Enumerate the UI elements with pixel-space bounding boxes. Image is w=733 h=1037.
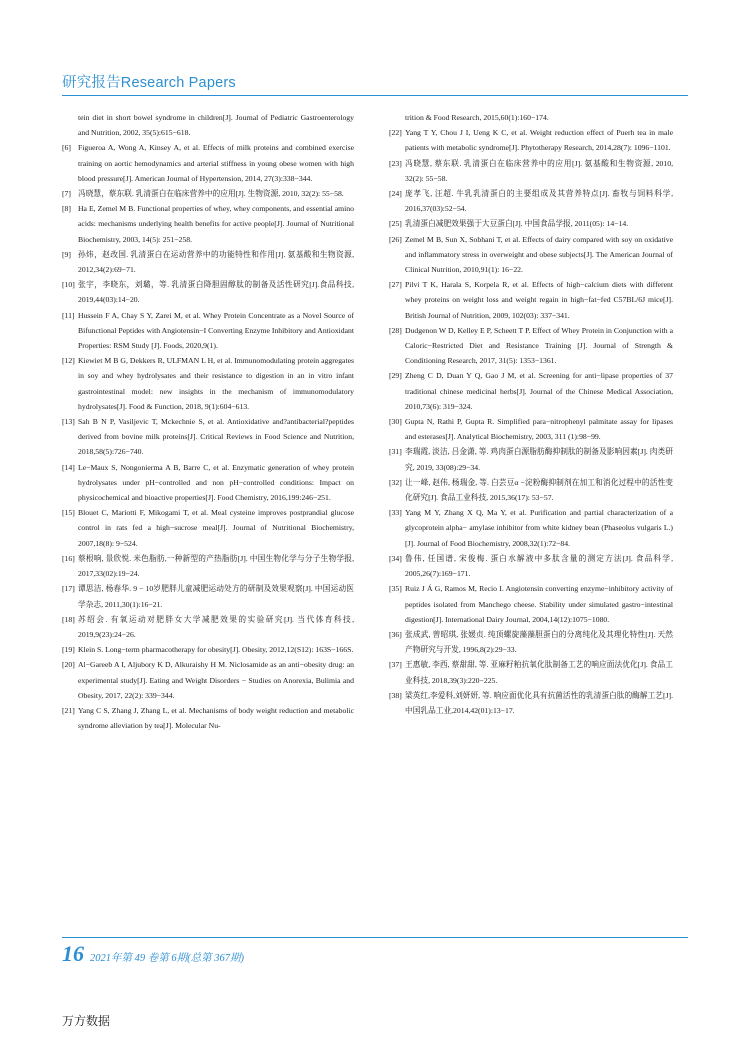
reference-number: [9] xyxy=(62,249,71,259)
header-rule xyxy=(62,95,688,96)
footer-rule xyxy=(62,937,688,938)
reference-number: [38] xyxy=(389,690,402,700)
reference-entry xyxy=(62,247,354,277)
reference-entry xyxy=(62,186,354,201)
reference-number: [22] xyxy=(389,128,402,138)
reference-number: [18] xyxy=(62,614,75,624)
reference-entry xyxy=(62,308,354,354)
reference-number: [30] xyxy=(389,417,402,427)
reference-number: [7] xyxy=(62,189,71,199)
reference-number: [16] xyxy=(62,553,75,563)
reference-text: 苏绍会. 有氧运动对肥胖女大学减肥效果的实验研究[J]. 当代体育科技, 2019,9(23):24−26. xyxy=(78,614,354,639)
reference-entry xyxy=(62,703,354,733)
journal-section-header: 研究报告Research Papers xyxy=(62,75,236,91)
reference-entry xyxy=(62,414,354,460)
reference-text: 让一峰, 赵伟, 杨瑞金, 等. 白芸豆α −淀粉酶抑制剂在加工和消化过程中的活性变化研究[J]. 食品工业科技, 2015,36(17): 53−57. xyxy=(405,477,673,503)
reference-entry xyxy=(62,110,354,140)
reference-text: Pilvi T K, Harala S, Korpela R, et al. Effects of high−calcium diets with different whey proteins on weight loss and weight regain in high−fat−fed C57BL/6J mice[J]. British Journal of Nutrition, 2009, 102(03): 337−341. xyxy=(405,280,673,320)
reference-number: [8] xyxy=(62,204,71,214)
reference-text: 庞孝飞, 汪超. 牛乳乳清蛋白的主要组成及其营养特点[J]. 畜牧与饲料科学, 2016,37(03):52−54. xyxy=(405,189,673,214)
reference-text: 张宇，李晓东，刘璐，等. 乳清蛋白降胆固醇肽的制备及活性研究[J].食品科技, 2019,44(03):14−20. xyxy=(78,280,354,305)
reference-number: [24] xyxy=(389,189,402,199)
reference-text: Yang M Y, Zhang X Q, Ma Y, et al. Purification and partial characterization of a glycoprotein alpha− amylase inhibitor from white kidney bean (Phaseolus vulgaris L.) [J]. Journal of Food Biochemistry, 2008,32(1):72−84. xyxy=(405,508,673,548)
reference-entry xyxy=(389,505,673,551)
reference-text: Kiewiet M B G, Dekkers R, ULFMAN L H, et al. Immunomodulating protein aggregates in soy and whey hydrolysates and their resistance to digestion in an in vitro infant gastrointestinal model: new insights in the mechanism of immunomodulatory hydrolysates[J]. Food & Function, 2018, 9(1):604−613. xyxy=(78,356,354,411)
reference-number: [21] xyxy=(62,705,75,715)
reference-text: Klein S. Long−term pharmacotherapy for obesity[J]. Obesity, 2012,12(S12): 163S−166S. xyxy=(78,645,354,655)
reference-entry xyxy=(389,156,673,186)
reference-entry xyxy=(389,232,673,278)
reference-entry xyxy=(62,551,354,581)
reference-number: [31] xyxy=(389,447,402,457)
reference-entry xyxy=(62,612,354,642)
reference-number: [33] xyxy=(389,508,402,518)
reference-text: Dudgenon W D, Kelley E P, Scheett T P. Effect of Whey Protein in Conjunction with a Caloric−Restricted Diet and Resistance Training [J]. Journal of Strength & Conditioning Research, 2017, 31(5): 1353−1361. xyxy=(405,325,673,366)
issue-info: 2021年第 49 卷第 6期(总第 367期) xyxy=(90,953,244,964)
reference-text: Yang C S, Zhang J, Zhang L, et al. Mechanisms of body weight reduction and metabolic syndrome alleviation by tea[J]. Molecular Nu- xyxy=(78,705,354,731)
reference-entry xyxy=(62,353,354,414)
reference-entry xyxy=(62,460,354,506)
reference-entry xyxy=(389,110,673,125)
reference-entry xyxy=(389,581,673,627)
reference-text: Zemel M B, Sun X, Sobhani T, et al. Effects of dairy compared with soy on oxidative and inflammatory stress in overweight and obese subjects[J]. The American Journal of Clinical Nutrition, 2010,91(1): 16−22. xyxy=(405,234,673,275)
reference-number: [6] xyxy=(62,143,71,153)
reference-number: [27] xyxy=(389,280,402,290)
reference-entry xyxy=(389,475,673,505)
reference-text: 蔡根响, 景欣悦. 米色脂肪,一种新型的产热脂肪[J]. 中国生物化学与分子生物学报, 2017,33(02):19−24. xyxy=(78,553,354,579)
reference-text: Ha E, Zemel M B. Functional properties of whey, whey components, and essential amino acids: mechanisms underlying health benefits for active people[J]. Journal of Nutritional Biochemistry, 2003, 14(5): 251−258. xyxy=(78,204,354,244)
reference-number: [17] xyxy=(62,584,75,594)
reference-text: 孙炜，赵改国. 乳清蛋白在运动营养中的功能特性和作用[J]. 氨基酸和生物资源, 2012,34(2):69−71. xyxy=(78,249,354,275)
reference-number: [19] xyxy=(62,645,75,655)
reference-entry xyxy=(62,505,354,551)
reference-text: Gupta N, Rathi P, Gupta R. Simplified para−nitrophenyl palmitate assay for lipases and esterases[J]. Analytical Biochemistry, 2003, 311 (1):98−99. xyxy=(405,417,673,442)
references-right-column xyxy=(389,110,673,718)
reference-entry xyxy=(389,125,673,155)
reference-entry xyxy=(62,277,354,307)
reference-number: [20] xyxy=(62,660,75,670)
database-watermark: 万方数据 xyxy=(62,1014,111,1028)
reference-text: trition & Food Research, 2015,60(1):160−174. xyxy=(405,113,549,122)
reference-number: [15] xyxy=(62,508,75,518)
reference-entry xyxy=(62,642,354,657)
reference-number: [28] xyxy=(389,325,402,335)
reference-number: [29] xyxy=(389,371,402,381)
reference-entry xyxy=(389,414,673,444)
reference-entry xyxy=(389,444,673,474)
reference-text: 谭思洁, 杨春华. 9 − 10岁肥胖儿童减肥运动处方的研制及效果观察[J]. 中国运动医学杂志, 2011,30(1):16−21. xyxy=(78,584,354,609)
reference-text: 梁英红,李爱科,刘妍妍, 等. 响应面优化具有抗菌活性的乳清蛋白肽的酶解工艺[J].中国乳品工业,2014,42(01):13−17. xyxy=(405,690,673,715)
reference-text: 张成武, 曾昭琪, 张媛贞. 纯顶螺旋藻藻胆蛋白的分离纯化及其理化特性[J]. 天然产物研究与开发, 1996,8(2):29−33. xyxy=(405,629,673,655)
reference-number: [10] xyxy=(62,280,75,290)
reference-text: 冯晓慧，蔡东联. 乳清蛋白在临床营养中的应用[J]. 生物资源, 2010, 32(2): 55−58. xyxy=(78,189,344,199)
reference-number: [14] xyxy=(62,462,75,472)
reference-entry xyxy=(62,201,354,247)
reference-number: [25] xyxy=(389,219,402,229)
reference-number: [37] xyxy=(389,660,402,670)
reference-entry xyxy=(62,140,354,186)
reference-entry xyxy=(389,657,673,687)
reference-text: Sah B N P, Vasiljevic T, Mckechnie S, et al. Antioxidative and?antibacterial?peptides derived from bovine milk proteins[J]. Critical Reviews in Food Science and Nutrition, 2018,58(5):726−740. xyxy=(78,417,354,457)
reference-number: [13] xyxy=(62,417,75,427)
reference-number: [11] xyxy=(62,310,75,320)
reference-text: 王惠敏, 李西, 蔡甜甜, 等. 亚麻籽粕抗氧化肽制备工艺的响应面法优化[J]. 食品工业科技, 2018,39(3):220−225. xyxy=(405,660,673,685)
references-left-column xyxy=(62,110,354,733)
reference-entry xyxy=(389,368,673,414)
reference-number: [35] xyxy=(389,584,402,594)
reference-text: Zheng C D, Duan Y Q, Gao J M, et al. Screening for anti−lipase properties of 37 traditional chinese medicinal herbs[J]. Journal of the Chinese Medical Association, 2010,73(6): 319−324. xyxy=(405,371,673,411)
reference-entry xyxy=(389,323,673,369)
reference-text: Yang T Y, Chou J I, Ueng K C, et al. Weight reduction effect of Puerh tea in male patients with metabolic syndrome[J]. Phytotherapy Research, 2014,28(7): 1096−1101. xyxy=(405,128,673,153)
reference-entry xyxy=(62,581,354,611)
reference-entry xyxy=(389,688,673,718)
reference-number: [36] xyxy=(389,629,402,639)
reference-text: 鲁伟, 任国谱, 宋俊梅. 蛋白水解液中多肽含量的测定方法[J]. 食品科学, 2005,26(7):169−171. xyxy=(405,553,673,579)
reference-text: Le−Maux S, Nongonierma A B, Barre C, et al. Enzymatic generation of whey protein hydrolysates under pH−controlled and non pH−controlled conditions: Impact on physicochemical and bioactive properties[J]. Food Chemistry, 2016,199:246−251. xyxy=(78,462,354,503)
reference-entry xyxy=(389,551,673,581)
reference-number: [26] xyxy=(389,234,402,244)
reference-number: [32] xyxy=(389,477,402,487)
reference-text: Al−Gareeb A I, Aljubory K D, Alkuraishy H M. Niclosamide as an anti−obesity drug: an experimental study[J]. Eating and Weight Disorders − Studies on Anorexia, Bulimia and Obesity, 2017, 22(2): 339−344. xyxy=(78,660,354,700)
page-footer xyxy=(62,941,244,967)
reference-text: 冯晓慧, 蔡东联. 乳清蛋白在临床营养中的应用[J]. 氨基酸和生物资源, 2010, 32(2): 55−58. xyxy=(405,158,673,183)
reference-entry xyxy=(62,657,354,703)
reference-text: Ruiz J Á G, Ramos M, Recio I. Angiotensin converting enzyme−inhibitory activity of peptides isolated from Manchego cheese. Stability under simulated gastro−intestinal digestion[J]. International Dairy Journal, 2004,14(12):1075−1080. xyxy=(405,584,673,624)
reference-number: [34] xyxy=(389,553,402,563)
reference-number: [23] xyxy=(389,158,402,168)
reference-text: Figueroa A, Wong A, Kinsey A, et al. Effects of milk proteins and combined exercise training on aortic hemodynamics and arterial stiffness in young obese women with high blood pressure[J]. American Journal of Hypertension, 2014, 27(3):338−344. xyxy=(78,143,354,183)
reference-text: Hussein F A, Chay S Y, Zarei M, et al. Whey Protein Concentrate as a Novel Source of Bifunctional Peptides with Angiotensin−I Converting Enzyme Inhibitory and Antioxidant Properties: RSM Study [J]. Foods, 2020,9(1). xyxy=(78,310,354,351)
reference-entry xyxy=(389,216,673,231)
reference-number: [12] xyxy=(62,356,75,366)
page-number: 16 xyxy=(62,941,84,966)
reference-entry xyxy=(389,277,673,323)
reference-entry xyxy=(389,186,673,216)
reference-text: Blouet C, Mariotti F, Mikogami T, et al. Meal cysteine improves postprandial glucose control in rats fed a high−sucrose meal[J]. Journal of Nutritional Biochemistry, 2007,18(8): 9−524. xyxy=(78,508,354,548)
reference-entry xyxy=(389,627,673,657)
reference-text: 乳清蛋白减肥效果强于大豆蛋白[J]. 中国食品学报, 2011(05): 14−14. xyxy=(405,219,629,229)
reference-text: 李瑞霞, 淡洁, 吕金潇, 等. 鸡肉蛋白源脂肪酶抑制肽的制备及影响因素[J]. 肉类研究, 2019, 33(08):29−34. xyxy=(405,447,673,472)
reference-text: tein diet in short bowel syndrome in children[J]. Journal of Pediatric Gastroenterology and Nutrition, 2002, 35(5):615−618. xyxy=(78,113,354,138)
